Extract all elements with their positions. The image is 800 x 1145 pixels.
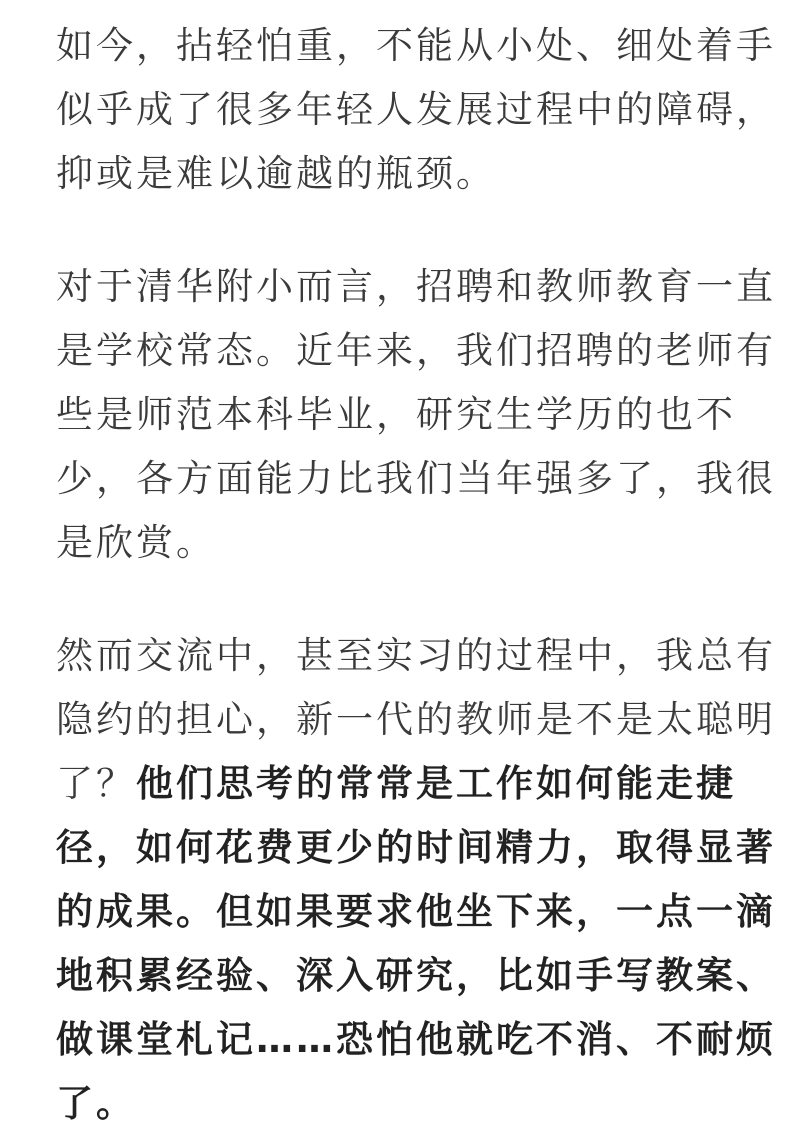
text-line — [56, 447, 776, 511]
bold-text-segment: 了。 — [56, 1082, 136, 1125]
text-line — [56, 880, 776, 944]
paragraph-spacer — [56, 575, 756, 624]
text-segment: 似乎成了很多年轻人发展过程中的障碍， — [56, 88, 776, 131]
text-line — [56, 944, 776, 1008]
text-segment: 抑或是难以逾越的瓶颈。 — [56, 152, 496, 195]
bold-text-segment: 他们思考的常常是工作如何能走捷 — [136, 762, 736, 805]
text-segment: 了？ — [56, 762, 136, 805]
text-segment: 是欣赏。 — [56, 521, 216, 564]
text-line — [56, 688, 776, 752]
bold-text-segment: 径，如何花费更少的时间精力，取得显著 — [56, 826, 776, 869]
text-segment: 是学校常态。近年来，我们招聘的老师有 — [56, 329, 776, 372]
text-segment: 少，各方面能力比我们当年强多了，我很 — [56, 457, 776, 500]
text-segment: 然而交流中，甚至实习的过程中，我总有 — [56, 634, 776, 677]
text-line — [56, 383, 756, 447]
text-line — [56, 255, 776, 319]
text-line — [56, 319, 776, 383]
article-body — [56, 0, 776, 1136]
text-segment: 如今，拈轻怕重，不能从小处、细处着手 — [56, 24, 776, 67]
bold-text-segment: 做课堂札记……恐怕他就吃不消、不耐烦 — [56, 1018, 776, 1061]
text-segment: 隐约的担心，新一代的教师是不是太聪明 — [56, 698, 776, 741]
paragraph-spacer — [56, 206, 756, 255]
text-line — [56, 1008, 776, 1072]
text-line — [56, 142, 756, 206]
text-line — [56, 78, 776, 142]
text-line — [56, 511, 756, 575]
paragraph-1 — [56, 14, 776, 206]
text-line — [56, 752, 756, 816]
text-segment: 对于清华附小而言，招聘和教师教育一直 — [56, 265, 776, 308]
text-line — [56, 1072, 756, 1136]
text-segment: 些是师范本科毕业，研究生学历的也不 — [56, 393, 736, 436]
bold-text-segment: 地积累经验、深入研究，比如手写教案、 — [56, 954, 776, 997]
paragraph-3 — [56, 624, 776, 1136]
paragraph-2 — [56, 255, 776, 575]
text-line — [56, 816, 776, 880]
text-line — [56, 624, 776, 688]
text-line — [56, 14, 776, 78]
bold-text-segment: 的成果。但如果要求他坐下来，一点一滴 — [56, 890, 776, 933]
